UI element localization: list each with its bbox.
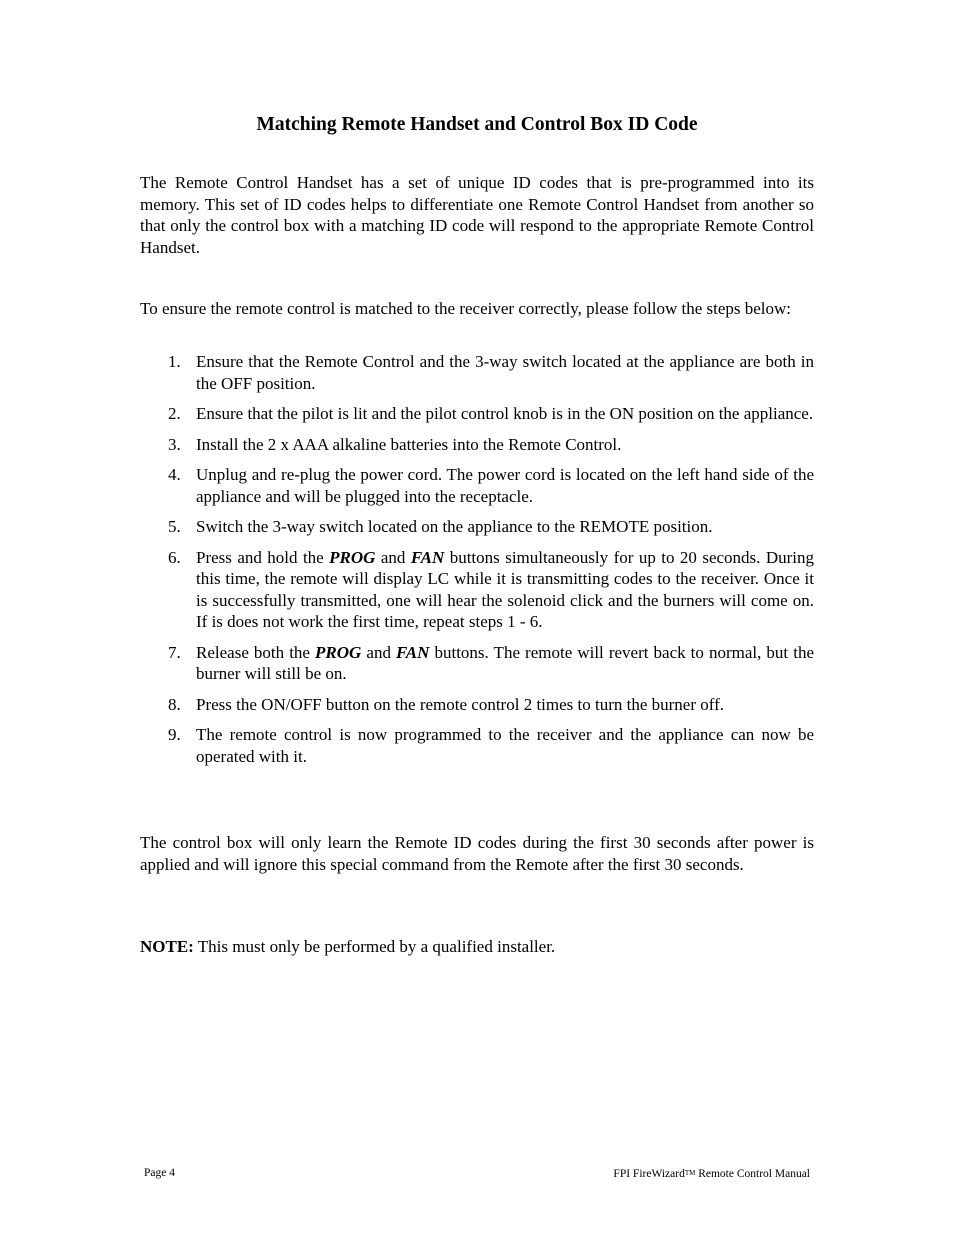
list-item [140,403,814,425]
footer-manual-name: FPI FireWizard [613,1168,685,1180]
footer-manual-suffix: Remote Control Manual [695,1168,810,1180]
trademark-symbol: TM [684,1169,696,1177]
list-item [140,547,814,633]
note-text: This must only be performed by a qualified installer. [193,937,556,956]
note-label: NOTE: [140,937,194,956]
list-item [140,694,814,716]
step-text: The remote control is now programmed to the receiver and the appliance can now be operated with it. [196,725,814,766]
footer-manual-title [613,1166,810,1181]
step-text-part: and [361,642,397,662]
step-number: 8. [168,694,181,714]
list-item [140,434,814,456]
step-number: 4. [168,465,181,484]
prog-button-label: PROG [329,547,376,567]
list-item [140,642,814,685]
step-text-part: Release both the [196,642,316,662]
step-number: 2. [168,404,181,423]
step-number: 1. [168,352,181,371]
step-number: 7. [168,642,181,662]
fan-button-label: FAN [396,642,430,662]
list-item [140,464,814,507]
step-text [196,643,814,684]
steps-list [140,351,814,776]
step-text: Unplug and re-plug the power cord. The power cord is located on the left hand side of the appliance and will be plugged into the receptacle. [196,465,814,506]
step-text [196,548,814,632]
step-text: Install the 2 x AAA alkaline batteries into the Remote Control. [196,434,622,454]
note-paragraph [140,936,814,958]
step-number: 3. [168,434,181,454]
step-number: 5. [168,517,181,536]
step-text-part: Press and hold the [196,547,330,567]
step-number: 6. [168,547,181,567]
step-text-part: buttons simultaneously for up to 20 seconds. During this time, the remote will display LC while it is transmitting codes to the receiver. Once it is successfully transmitted, one will hear the solenoid click and the burners will come on. If is does not work the first time, repeat steps 1 - 6. [196,547,815,631]
list-item [140,516,814,538]
step-text: Press the ON/OFF button on the remote control 2 times to turn the burner off. [196,694,725,714]
step-text: Ensure that the Remote Control and the 3-way switch located at the appliance are both in the OFF position. [196,352,814,393]
closing-paragraph: The control box will only learn the Remote ID codes during the first 30 seconds after power is applied and will ignore this special command from the Remote after the first 30 seconds. [140,833,814,874]
page-title: Matching Remote Handset and Control Box ID Code [256,114,698,135]
step-text-part: and [375,547,411,567]
steps-intro-paragraph: To ensure the remote control is matched to the receiver correctly, please follow the steps below: [140,299,792,318]
intro-paragraph: The Remote Control Handset has a set of unique ID codes that is pre-programmed into its memory. This set of ID codes helps to differentiate one Remote Control Handset from another so that only the control box with a matching ID code will respond to the appropriate Remote Control Handset. [140,173,814,257]
prog-button-label: PROG [315,642,362,662]
step-number: 9. [168,725,181,744]
list-item [140,351,814,394]
list-item [140,724,814,767]
footer-page-number: Page 4 [144,1167,175,1179]
step-text: Switch the 3-way switch located on the appliance to the REMOTE position. [196,517,713,536]
step-text: Ensure that the pilot is lit and the pilot control knob is in the ON position on the appliance. [196,404,814,423]
step-text-part: buttons. The remote will revert back to normal, but the burner will still be on. [196,642,814,683]
fan-button-label: FAN [410,547,445,567]
